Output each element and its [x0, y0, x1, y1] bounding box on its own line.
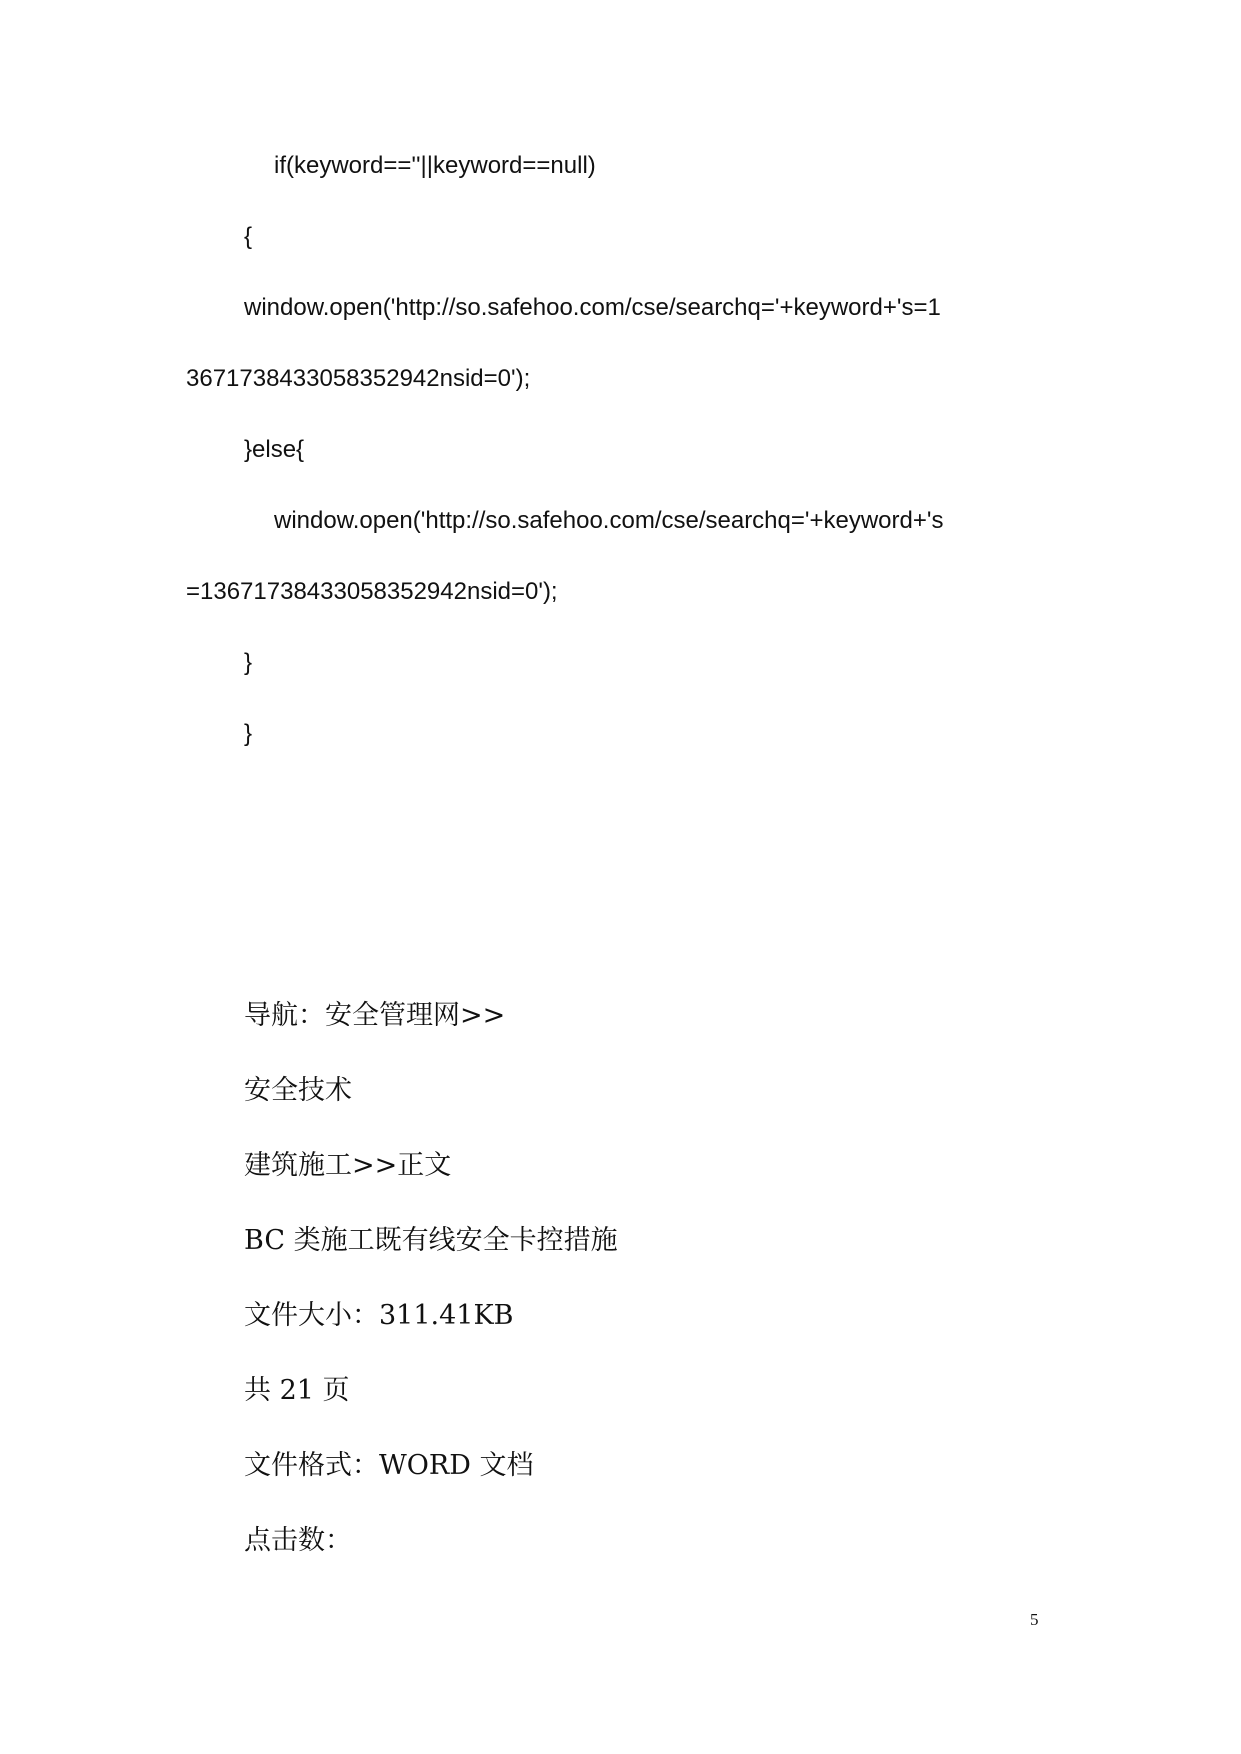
- breadcrumb-subcategory: 建筑施工>>正文: [244, 1150, 452, 1181]
- file-format: 文件格式：WORD 文档: [244, 1450, 534, 1481]
- code-line: =13671738433058352942nsid=0');: [186, 578, 558, 605]
- code-line: if(keyword==''||keyword==null): [274, 152, 596, 179]
- code-line: window.open('http://so.safehoo.com/cse/searchq='+keyword+'s: [274, 507, 944, 534]
- code-line: }else{: [244, 436, 305, 463]
- code-line: window.open('http://so.safehoo.com/cse/searchq='+keyword+'s=1: [244, 294, 941, 321]
- file-size: 文件大小：311.41KB: [244, 1300, 514, 1331]
- breadcrumb-navigation: 导航：安全管理网>>: [244, 1000, 506, 1031]
- code-line: 3671738433058352942nsid=0');: [186, 365, 531, 392]
- page-count: 共 21 页: [244, 1375, 350, 1406]
- click-count-label: 点击数：: [244, 1525, 352, 1556]
- code-line: }: [244, 649, 253, 676]
- document-title: BC 类施工既有线安全卡控措施: [244, 1225, 618, 1256]
- breadcrumb-category: 安全技术: [244, 1075, 352, 1106]
- code-line: }: [244, 720, 253, 747]
- code-line: {: [244, 223, 253, 250]
- page-number: 5: [1030, 1610, 1039, 1629]
